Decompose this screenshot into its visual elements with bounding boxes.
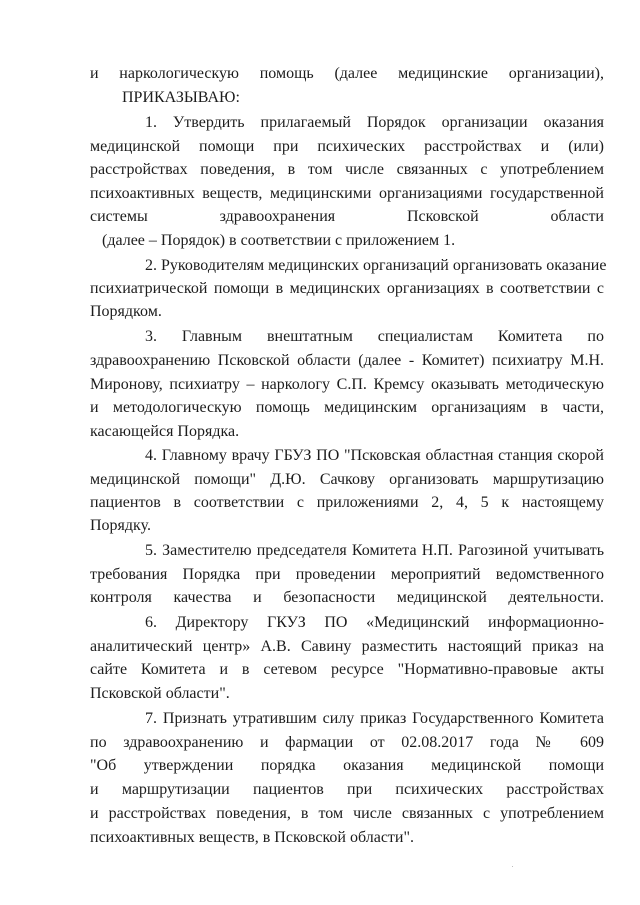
text-line: 3. Главным внештатным специалистам Комитета по	[145, 328, 604, 345]
text-line: медицинской помощи" Д.Ю. Сачкову организовать маршрутизацию	[90, 471, 604, 488]
text-line: сайте Комитета и в сетевом ресурсе "Нормативно-правовые акты	[90, 661, 604, 678]
text-line: 1. Утвердить прилагаемый Порядок организации оказания	[145, 114, 604, 131]
text-line: Псковской области".	[90, 685, 230, 702]
text-line: "Об утверждении порядка оказания медицинской помощи	[90, 757, 604, 774]
text-line: психоактивных веществ, в Псковской области".	[90, 829, 415, 846]
scan-speck	[512, 866, 513, 867]
text-line: и расстройствах поведения, в том числе связанных с употреблением	[90, 805, 604, 822]
text-line: системы здравоохранения Псковской области	[90, 208, 604, 225]
text-line: аналитический центр» А.В. Савину разместить настоящий приказ на	[90, 638, 604, 655]
text-line: 2. Руководителям медицинских организаций организовать оказание	[145, 257, 607, 274]
text-line: 4. Главному врачу ГБУЗ ПО "Псковская областная станция скорой	[145, 447, 604, 464]
text-line: пациентов в соответствии с приложениями 2, 4, 5 к настоящему	[90, 494, 604, 511]
text-line: контроля качества и безопасности медицинской деятельности.	[90, 589, 604, 606]
order-heading: ПРИКАЗЫВАЮ:	[122, 89, 240, 106]
text-line: (далее – Порядок) в соответствии с приложением 1.	[102, 232, 456, 249]
text-line: 6. Директору ГКУЗ ПО «Медицинский информационно-	[145, 614, 604, 631]
text-line: психиатрической помощи в медицинских организациях в соответствии с	[90, 280, 604, 297]
text-line: Порядку.	[90, 517, 151, 534]
text-line: Миронову, психиатру – наркологу С.П. Кремсу оказывать методическую	[90, 376, 604, 393]
text-line: и маршрутизации пациентов при психических расстройствах	[90, 781, 604, 798]
text-line: расстройствах поведения, в том числе связанных с употреблением	[90, 161, 604, 178]
text-line: и наркологическую помощь (далее медицинские организации),	[90, 65, 604, 82]
text-line: касающейся Порядка.	[90, 423, 240, 440]
text-line: требования Порядка при проведении мероприятий ведомственного	[90, 566, 604, 583]
text-line: медицинской помощи при психических расстройствах и (или)	[90, 138, 604, 155]
text-line: 5. Заместителю председателя Комитета Н.П. Рагозиной учитывать	[145, 542, 604, 559]
text-line: психоактивных веществ, медицинскими организациями государственной	[90, 185, 604, 202]
text-line: и методологическую помощь медицинским организациям в части,	[90, 399, 604, 416]
text-line: здравоохранению Псковской области (далее - Комитет) психиатру М.Н.	[90, 352, 604, 369]
text-line: 7. Признать утратившим силу приказ Государственного Комитета	[145, 710, 604, 727]
text-line: по здравоохранению и фармации от 02.08.2017 года № 609	[90, 734, 604, 751]
text-line: Порядком.	[90, 303, 162, 320]
